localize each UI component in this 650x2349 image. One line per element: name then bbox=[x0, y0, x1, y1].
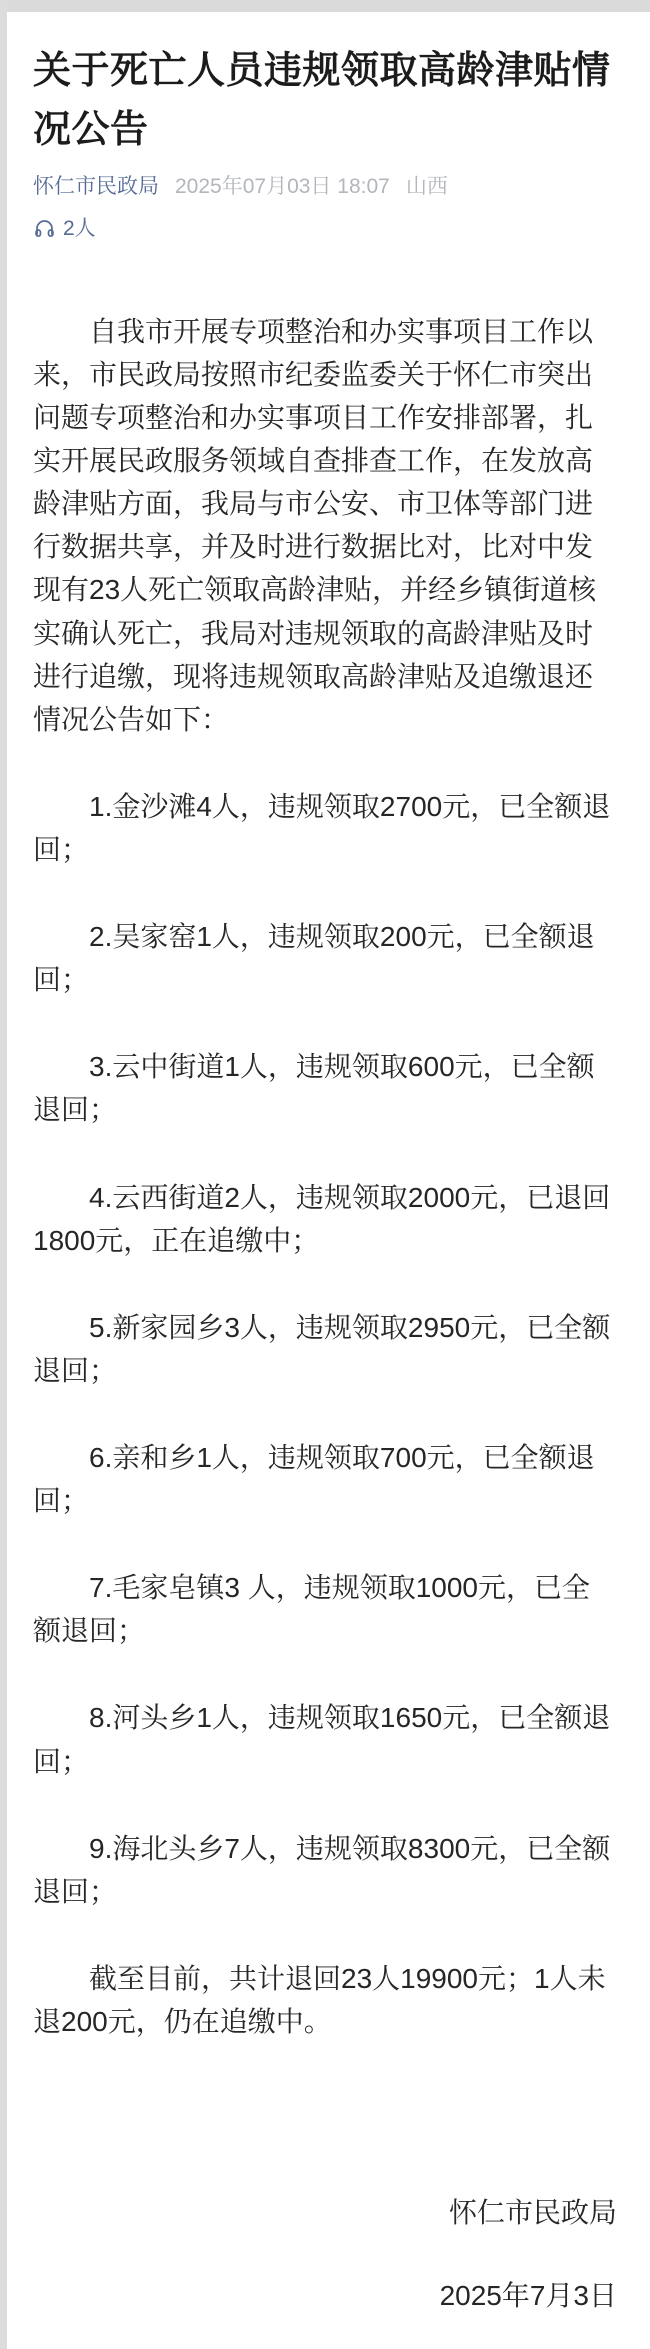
publish-datetime: 2025年07月03日 18:07 bbox=[175, 174, 390, 198]
body-paragraph: 8.河头乡1人，违规领取1650元，已全额退回； bbox=[33, 1702, 611, 1777]
headphones-icon bbox=[33, 217, 56, 240]
body-paragraph: 9.海北头乡7人，违规领取8300元，已全额退回； bbox=[33, 1832, 611, 1907]
account-name-link[interactable]: 怀仁市民政局 bbox=[33, 174, 159, 198]
audio-listen-row[interactable] bbox=[33, 214, 617, 244]
body-paragraph: 5.新家园乡3人，违规领取2950元，已全额退回； bbox=[33, 1311, 611, 1386]
body-paragraph: 2.吴家窑1人，违规领取200元，已全额退回； bbox=[33, 921, 595, 996]
article-body bbox=[33, 310, 617, 2043]
body-paragraph: 自我市开展专项整治和办实事项目工作以来，市民政局按照市纪委监委关于怀仁市突出问题专项整治和办实事项目工作安排部署，扎实开展民政服务领域自查排查工作，在发放高龄津贴方面，我局与市公安、市卫体等部门进行数据共享，并及时进行数据比对，比对中发现有23人死亡领取高龄津贴，并经乡镇街道核实确认死亡，我局对违规领取的高龄津贴及时进行追缴，现将违规领取高龄津贴及追缴退还情况公告如下： bbox=[33, 315, 597, 735]
body-paragraph: 7.毛家皂镇3 人，违规领取1000元，已全额退回； bbox=[33, 1572, 590, 1647]
body-paragraph: 4.云西街道2人，违规领取2000元，已退回1800元，正在追缴中； bbox=[33, 1181, 611, 1256]
signature-org: 怀仁市民政局 bbox=[448, 2197, 617, 2229]
publish-location: 山西 bbox=[405, 174, 448, 198]
body-paragraph: 截至目前，共计退回23人19900元；1人未退200元，仍在追缴中。 bbox=[33, 1962, 606, 2037]
body-paragraph: 1.金沙滩4人，违规领取2700元，已全额退回； bbox=[33, 790, 611, 865]
article-title: 关于死亡人员违规领取高龄津贴情况公告 bbox=[33, 50, 611, 151]
body-paragraph: 6.亲和乡1人，违规领取700元，已全额退回； bbox=[33, 1441, 595, 1517]
signature-block bbox=[33, 2191, 617, 2317]
byline bbox=[33, 172, 617, 202]
signature-date: 2025年7月3日 bbox=[439, 2280, 617, 2312]
body-paragraph: 3.云中街道1人，违规领取600元，已全额退回； bbox=[33, 1051, 595, 1126]
listen-count: 2人 bbox=[63, 216, 96, 240]
